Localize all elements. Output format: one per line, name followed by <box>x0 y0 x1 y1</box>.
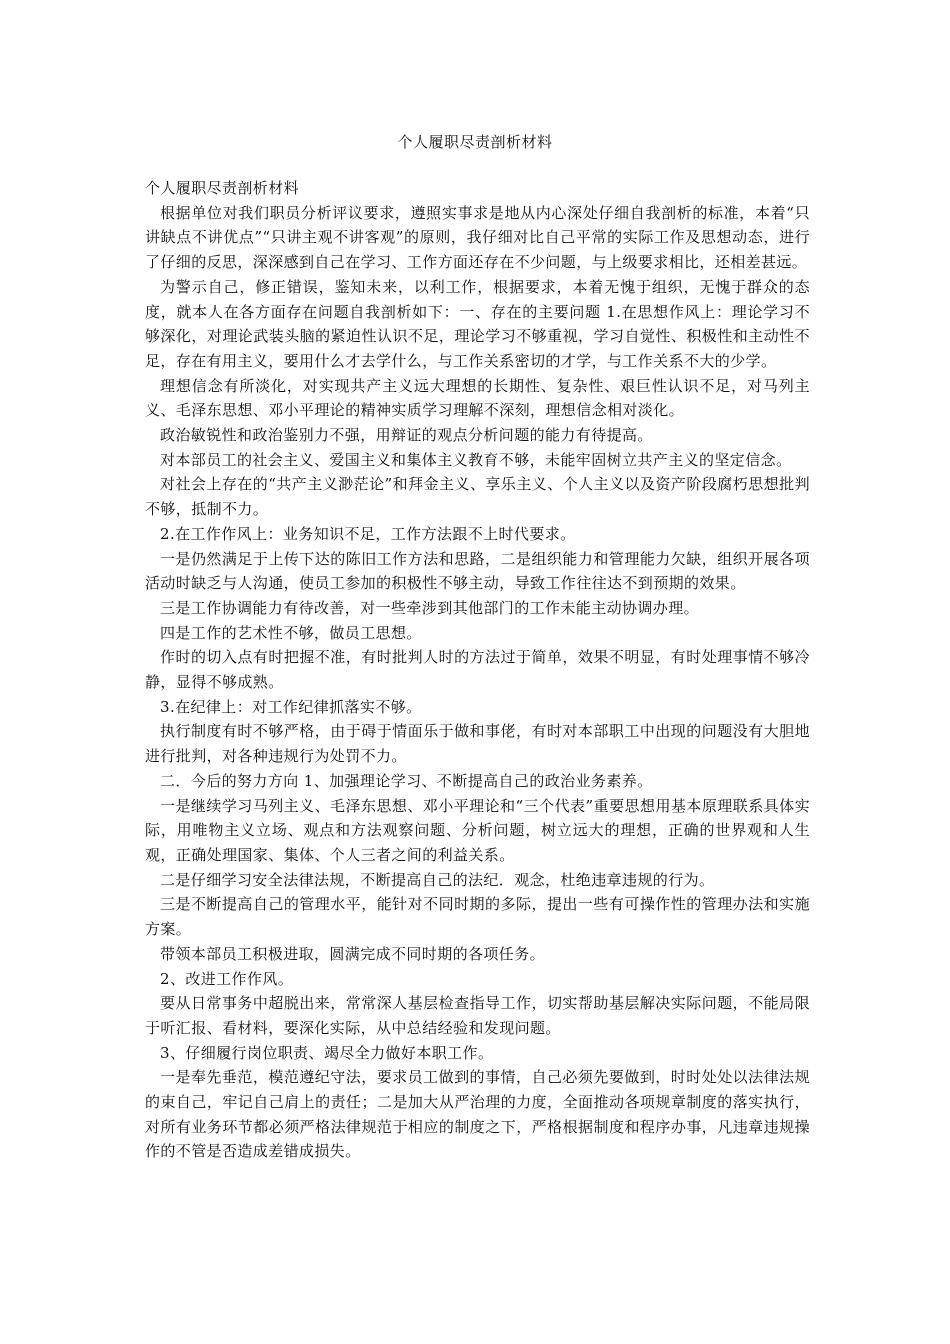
body-paragraph: 政治敏锐性和政治鉴别力不强，用辩证的观点分析问题的能力有待提高。 <box>160 426 653 445</box>
body-paragraph: 四是工作的艺术性不够，做员工思想。 <box>160 623 422 642</box>
body-paragraph: 2.在工作作风上：业务知识不足，工作方法跟不上时代要求。 <box>160 524 576 543</box>
body-paragraph: 理想信念有所淡化，对实现共产主义远大理想的长期性、复杂性、艰巨性认识不足，对马列主义、毛泽东思想、邓小平理论的精神实质学习理解不深刻，理想信念相对淡化。 <box>145 376 810 420</box>
document-body <box>145 176 810 1164</box>
body-subtitle: 个人履职尽责剖析材料 <box>145 179 300 197</box>
body-paragraph: 执行制度有时不够严格，由于碍于情面乐于做和事佬，有时对本部职工中出现的问题没有大胆地进行批判，对各种违规行为处罚不力。 <box>145 722 810 766</box>
body-paragraph: 对本部员工的社会主义、爱国主义和集体主义教育不够，未能牢固树立共产主义的坚定信念。 <box>160 450 792 469</box>
body-paragraph: 3、仔细履行岗位职责、竭尽全力做好本职工作。 <box>160 1043 494 1062</box>
body-paragraph: 一是继续学习马列主义、毛泽东思想、邓小平理论和“三个代表”重要思想用基本原理联系具体实际，用唯物主义立场、观点和方法观察问题、分析问题，树立远大的理想，正确的世界观和人生观，正确处理国家、集体、个人三者之间的利益关系。 <box>145 796 810 864</box>
document-title: 个人履职尽责剖析材料 <box>397 133 553 151</box>
body-paragraph: 作时的切入点有时把握不准，有时批判人时的方法过于简单，效果不明显，有时处理事情不够冷静，显得不够成熟。 <box>145 648 810 692</box>
body-paragraph: 三是不断提高自己的管理水平，能针对不同时期的多际，提出一些有可操作性的管理办法和实施方案。 <box>145 895 810 939</box>
body-paragraph: 对社会上存在的“共产主义渺茫论”和拜金主义、享乐主义、个人主义以及资产阶段腐朽思想批判不够，抵制不力。 <box>145 475 810 519</box>
body-paragraph: 带领本部员工积极进取，圆满完成不同时期的各项任务。 <box>160 944 546 963</box>
body-paragraph: 2、改进工作作风。 <box>160 969 294 988</box>
body-paragraph: 一是仍然满足于上传下达的陈旧工作方法和思路，二是组织能力和管理能力欠缺，组织开展各项活动时缺乏与人沟通，使员工参加的积极性不够主动，导致工作往往达不到预期的效果。 <box>145 549 810 593</box>
body-paragraph: 3.在纪律上：对工作纪律抓落实不够。 <box>160 697 422 716</box>
body-paragraph: 一是奉先垂范，模范遵纪守法，要求员工做到的事情，自己必须先要做到，时时处处以法律法规的束自己，牢记自己肩上的责任；二是加大从严治理的力度，全面推动各项规章制度的落实执行，对所有业务环节都必须严格法律规范于相应的制度之下，严格根据制度和程序办事，凡违章违规操作的不管是否造成差错成损失。 <box>145 1068 810 1161</box>
body-paragraph: 为警示自己，修正错误，鉴知未来，以利工作，根据要求，本着无愧于组织，无愧于群众的态度，就本人在各方面存在问题自我剖析如下：一、存在的主要问题 1.在思想作风上：理论学习不够深化，对理论武装头脑的紧迫性认识不足，理论学习不够重视，学习自觉性、积极性和主动性不足，存在有用主义，要用什么才去学什么，与工作关系密切的才学，与工作关系不大的少学。 <box>145 277 810 370</box>
body-paragraph: 三是工作协调能力有待改善，对一些牵涉到其他部门的工作未能主动协调办理。 <box>160 598 700 617</box>
body-paragraph: 要从日常事务中超脱出来，常常深人基层检查指导工作，切实帮助基层解决实际问题，不能局限于听汇报、看材料，要深化实际，从中总结经验和发现问题。 <box>145 994 810 1037</box>
body-paragraph: 根据单位对我们职员分析评议要求，遵照实事求是地从内心深处仔细自我剖析的标准，本着“只讲缺点不讲优点”“只讲主观不讲客观”的原则，我仔细对比自己平常的实际工作及思想动态，进行了仔细的反思，深深感到自己在学习、工作方面还存在不少问题，与上级要求相比，还相差甚远。 <box>145 203 810 272</box>
body-paragraph: 二．今后的努力方向 1、加强理论学习、不断提高自己的政治业务素养。 <box>160 771 653 790</box>
body-paragraph: 二是仔细学习安全法律法规，不断提高自己的法纪．观念，杜绝违章违规的行为。 <box>160 870 715 889</box>
